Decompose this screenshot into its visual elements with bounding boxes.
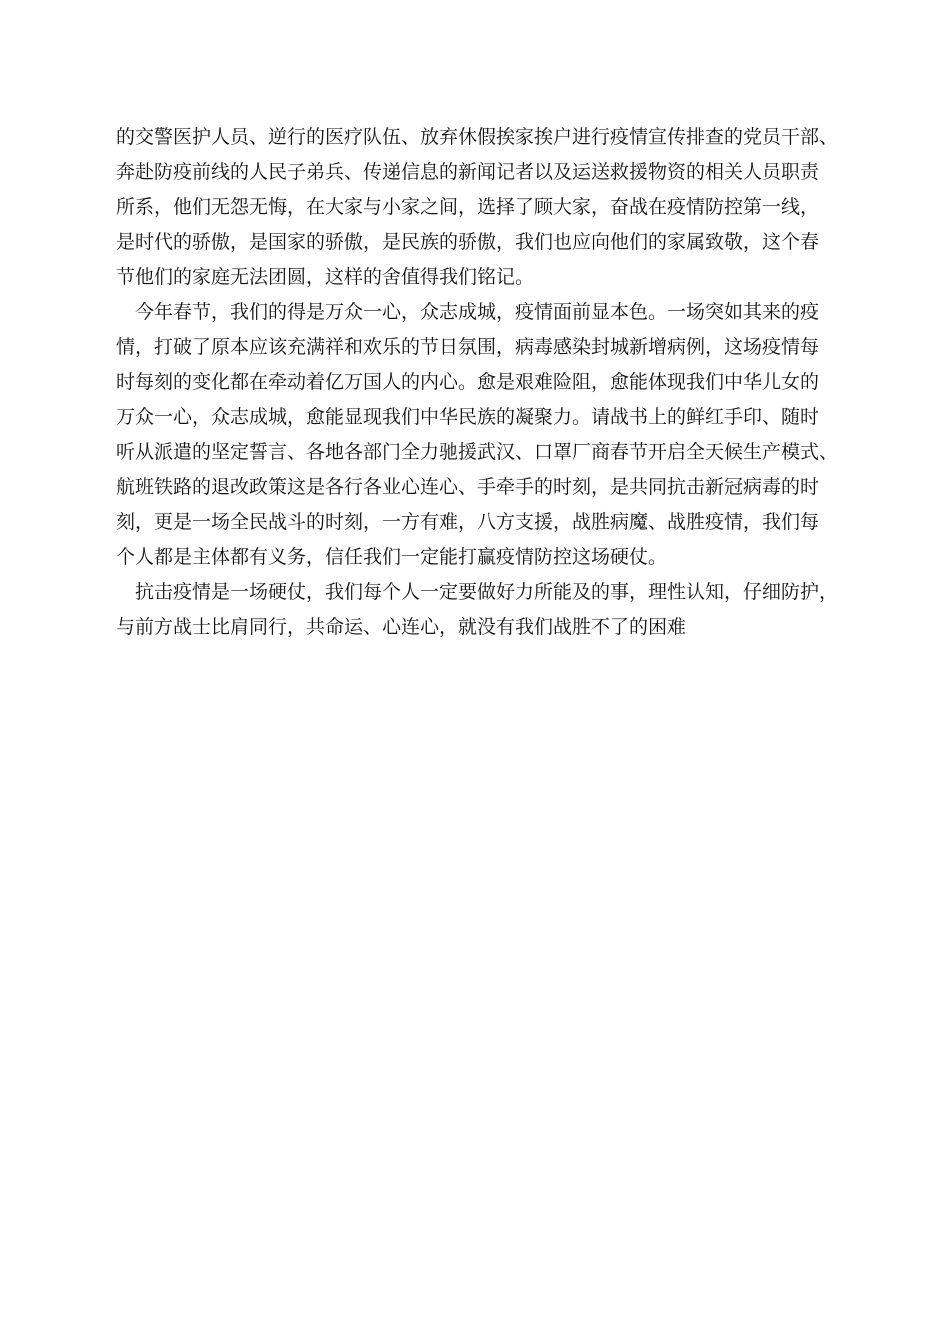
text-line: 今年春节，我们的得是万众一心，众志成城，疫情面前显本色。一场突如其来的疫 — [135, 301, 820, 323]
text-line: 万众一心，众志成城，愈能显现我们中华民族的凝聚力。请战书上的鲜红手印、随时 — [116, 406, 820, 428]
paragraph-3 — [116, 575, 850, 645]
text-line: 航班铁路的退改政策这是各行各业心连心、手牵手的时刻，是共同抗击新冠病毒的时 — [116, 476, 820, 498]
text-line: 时每刻的变化都在牵动着亿万国人的内心。愈是艰难险阻，愈能体现我们中华儿女的 — [116, 371, 820, 393]
text-line: 奔赴防疫前线的人民子弟兵、传递信息的新闻记者以及运送救援物资的相关人员职责 — [116, 161, 820, 183]
text-line: 抗击疫情是一场硬仗，我们每个人一定要做好力所能及的事，理性认知，仔细防护， — [135, 581, 839, 603]
text-line: 刻，更是一场全民战斗的时刻，一方有难，八方支援，战胜病魔、战胜疫情，我们每 — [116, 511, 820, 533]
text-line: 节他们的家庭无法团圆，这样的舍值得我们铭记。 — [116, 266, 535, 288]
paragraph-1 — [116, 120, 850, 295]
text-line: 个人都是主体都有义务，信任我们一定能打赢疫情防控这场硬仗。 — [116, 546, 668, 568]
text-line: 所系，他们无怨无悔，在大家与小家之间，选择了顾大家，奋战在疫情防控第一线， — [116, 196, 820, 218]
paragraph-2 — [116, 295, 850, 575]
text-line: 听从派遣的坚定誓言、各地各部门全力驰援武汉、口罩厂商春节开启全天候生产模式、 — [116, 441, 839, 463]
text-line: 的交警医护人员、逆行的医疗队伍、放弃休假挨家挨户进行疫情宣传排查的党员干部、 — [116, 126, 839, 148]
text-line: 情，打破了原本应该充满祥和欢乐的节日氛围，病毒感染封城新增病例，这场疫情每 — [116, 336, 820, 358]
text-line: 是时代的骄傲，是国家的骄傲，是民族的骄傲，我们也应向他们的家属致敬，这个春 — [116, 231, 820, 253]
document-body — [116, 120, 850, 645]
text-line: 与前方战士比肩同行，共命运、心连心，就没有我们战胜不了的困难 — [116, 616, 687, 638]
